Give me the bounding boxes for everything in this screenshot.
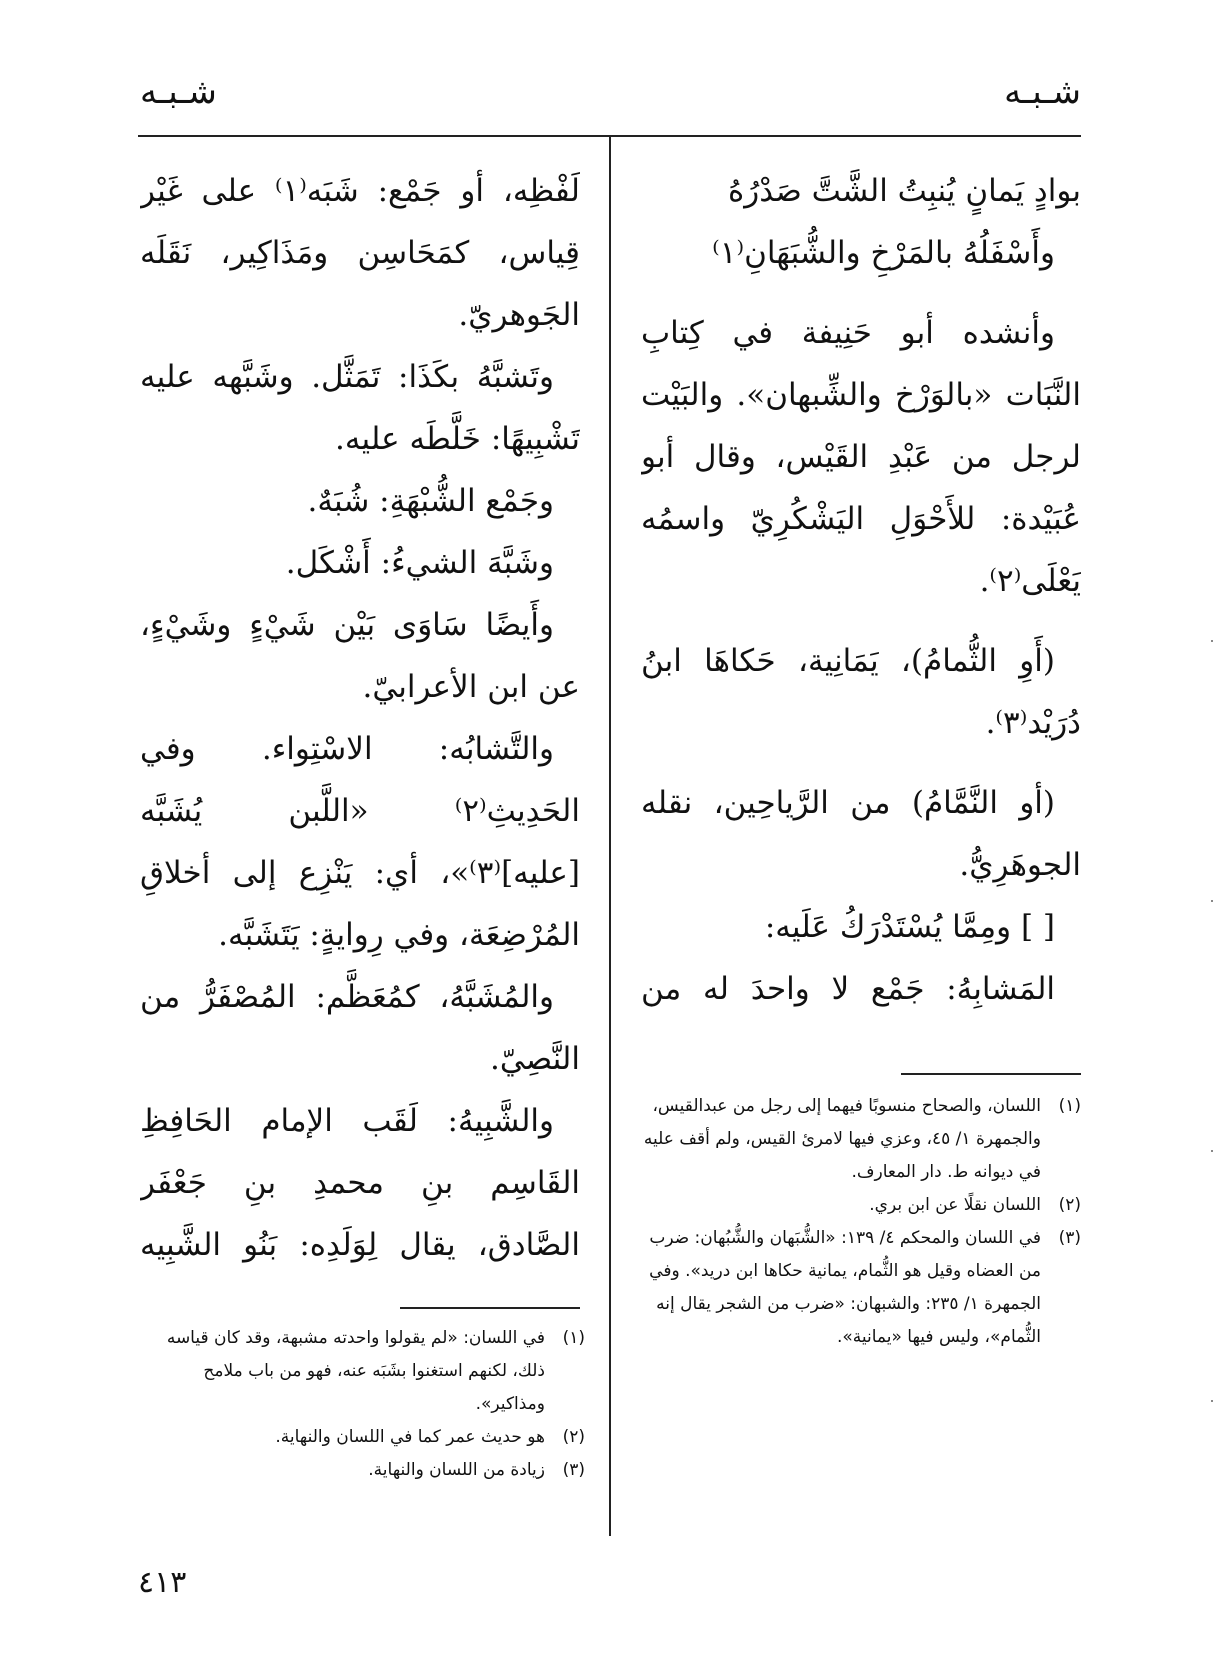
text-line: الجَوهريّ. (458, 297, 580, 333)
scan-speck (1211, 1400, 1213, 1402)
footnote-rule (400, 1307, 580, 1309)
footnote-number: (٢) (1058, 1195, 1081, 1215)
footnote-text: في اللسان والمحكم ٤/ ١٣٩: «الشُّبَهان والشُّبُهان: ضرب من العضاه وقيل هو الثُّمام، يمانية حكاها ابن دريد». وفي الجمهرة ١/ ٢٣٥: والشبهان: «ضرب من الشجر يقال إنه الثُّمام»، وليس فيها «يمانية». (649, 1228, 1041, 1347)
footnote (636, 1090, 1081, 1189)
footnote-number: (١) (562, 1328, 585, 1348)
text-line: المُرْضِعَة، وفي رِوايةٍ: يَتَشَبَّه. (218, 917, 580, 953)
footnote (140, 1421, 585, 1454)
verse-line: وأَسْفَلُهُ بالمَرْخِ والشُّبَهَانِ⁽١⁾ (712, 235, 1055, 271)
footnote-text: اللسان، والصحاح منسوبًا فيهما إلى رجل من عبدالقيس، والجمهرة ١/ ٤٥، وعزي فيها لامرئ القيس، ولم أقف عليه في ديوانه ط. دار المعارف. (643, 1096, 1041, 1182)
text-line: لرجل من عَبْدِ القَيْس، وقال أبو (641, 439, 1081, 475)
footnote-rule (901, 1073, 1081, 1075)
footnote (636, 1189, 1081, 1222)
text-line: والمُشَبَّهُ، كمُعَظَّم: المُصْفَرُّ من (140, 979, 554, 1015)
footnote-number: (٣) (1058, 1228, 1081, 1248)
left-footnotes (140, 1322, 585, 1487)
footnote-number: (١) (1058, 1096, 1081, 1116)
text-line: وأنشده أبو حَنِيفة في كِتابِ (641, 315, 1055, 351)
text-line: الصَّادق، يقال لِوَلَدِه: بَنُو الشَّبِيه (140, 1227, 580, 1263)
text-line: (أو النَّمَّامُ) من الرَّياحِين، نقله (641, 785, 1055, 821)
text-line: [عليه]⁽٣⁾»، أي: يَنْزِع إلى أخلاقِ (140, 855, 580, 891)
running-header-left: شـبـه (140, 72, 217, 112)
scan-speck (1211, 1150, 1213, 1152)
text-line: القَاسِم بنِ محمدِ بنِ جَعْفَر (140, 1165, 580, 1201)
page-number: ٤١٣ (138, 1565, 187, 1600)
text-line: المَشابِهُ: جَمْع لا واحدَ له من (641, 971, 1055, 1007)
text-line: وشَبَّهَ الشيءُ: أَشْكَل. (285, 545, 554, 581)
text-line: تَشْبِيهًا: خَلَّطَه عليه. (335, 421, 580, 457)
text-line: وأَيضًا سَاوَى بَيْن شَيْءٍ وشَيْءٍ، (140, 607, 554, 643)
footnote (636, 1222, 1081, 1354)
right-footnotes (636, 1090, 1081, 1354)
verse-line: بوادٍ يَمانٍ يُنبِتُ الشَّتَّ صَدْرُهُ (728, 173, 1081, 209)
text-line: والتَّشابُه: الاسْتِواء. وفي (140, 731, 554, 767)
text-line: النَّصِيّ. (490, 1041, 580, 1077)
scan-speck (1211, 640, 1213, 642)
running-header-right: شـبـه (1004, 72, 1081, 112)
text-line: وتَشبَّهُ بكَذَا: تَمَثَّل. وشَبَّهه عليه (140, 359, 554, 395)
footnote-text: زيادة من اللسان والنهاية. (368, 1460, 545, 1480)
right-column (641, 160, 1081, 1020)
footnote-text: اللسان نقلًا عن ابن بري. (869, 1195, 1041, 1215)
text-line: الجوهَرِيُّ. (959, 847, 1081, 883)
text-line: والشَّبِيهُ: لَقَب الإمام الحَافِظِ (140, 1103, 554, 1139)
footnote-text: هو حديث عمر كما في اللسان والنهاية. (275, 1427, 545, 1447)
text-line: قِياس، كمَحَاسِن ومَذَاكِير، نَقَلَه (140, 235, 580, 271)
text-line: الحَدِيثِ⁽٢⁾ «اللَّبن يُشَبَّه (140, 793, 580, 829)
text-line: عُبَيْدة: للأَحْوَلِ اليَشْكُرِيّ واسمُه (641, 501, 1081, 537)
text-line: النَّبَات «بالوَرْخ والشِّبهان». والبَيْت (641, 377, 1081, 413)
text-line: [ ] ومِمَّا يُسْتَدْرَكُ عَلَيه: (764, 909, 1055, 945)
left-column (140, 160, 580, 1276)
column-divider (609, 136, 611, 1536)
footnote-number: (٢) (562, 1427, 585, 1447)
footnote (140, 1322, 585, 1421)
text-line: دُرَيْد⁽٣⁾. (985, 705, 1081, 741)
footnote-number: (٣) (562, 1460, 585, 1480)
footnote (140, 1454, 585, 1487)
scan-speck (1211, 900, 1213, 902)
text-line: عن ابن الأعرابيّ. (362, 669, 580, 705)
text-line: وجَمْع الشُّبْهَةِ: شُبَهٌ. (307, 483, 554, 519)
text-line: لَفْظِه، أو جَمْع: شَبَه⁽١⁾ على غَيْر (140, 173, 580, 209)
text-line: يَعْلَى⁽٢⁾. (979, 563, 1081, 599)
footnote-text: في اللسان: «لم يقولوا واحدته مشبهة، وقد كان قياسه ذلك، لكنهم استغنوا بشَبَه عنه، فهو من باب ملامح ومذاكير». (166, 1328, 545, 1414)
text-line: (أَوِ الثُّمامُ)، يَمَانِية، حَكاهَا ابنُ (641, 643, 1055, 679)
